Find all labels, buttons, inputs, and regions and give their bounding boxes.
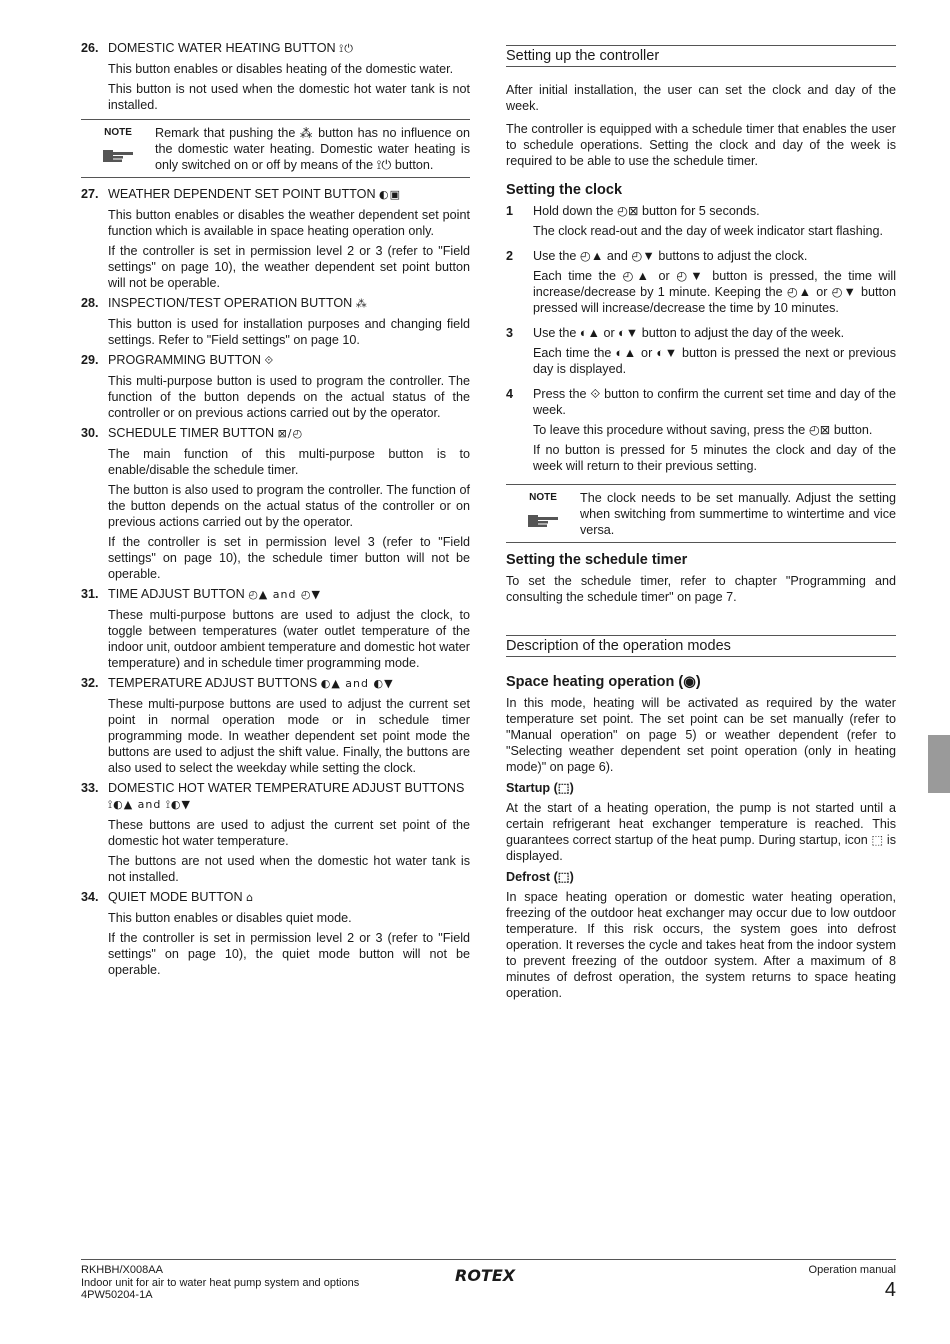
item-paragraph: These multi-purpose buttons are used to adjust the current set point in normal operation mode or in schedule timer programming mode. In weather dependent set point mode the buttons are used to adjust the shift value. Finally, the buttons are also used to select the weekday while setting the clock.	[108, 697, 470, 775]
button-icon: ⁂	[355, 297, 368, 310]
item-paragraph: If the controller is set in permission level 3 (refer to "Field settings" on page 10), the schedule timer button will not be operable.	[108, 535, 470, 581]
footer-description: Indoor unit for air to water heat pump system and options	[81, 1276, 360, 1289]
item-paragraph: These multi-purpose buttons are used to adjust the clock, to toggle between temperatures (water outlet temperature of the indoor unit, outdoor ambient temperature and domestic hot water temperature) and in schedule timer programming mode.	[108, 608, 470, 670]
pointing-hand-icon	[101, 145, 135, 165]
item-title: INSPECTION/TEST OPERATION BUTTON	[108, 296, 353, 310]
item-number: 26.	[81, 41, 99, 55]
setup-paragraph: The controller is equipped with a schedule timer that enables the user to schedule operations. Setting the clock and day of the week is required to be able to use the schedule timer.	[506, 122, 896, 168]
item-number: 33.	[81, 781, 99, 795]
item-paragraph: The buttons are not used when the domestic hot water tank is not installed.	[108, 854, 470, 884]
right-column	[506, 45, 896, 1001]
item-29	[81, 352, 470, 421]
pointing-hand-icon	[526, 510, 560, 530]
startup-paragraph: At the start of a heating operation, the pump is not started until a certain refrigerant heat exchanger temperature is reached. This guarantees correct startup of the heat pump. During startup, icon ⬚ is displayed.	[506, 801, 896, 863]
item-paragraph: This button enables or disables quiet mode.	[108, 911, 352, 925]
step-paragraph: Use the ◴▲ and ◴▼ buttons to adjust the clock.	[533, 249, 808, 263]
item-title: WEATHER DEPENDENT SET POINT BUTTON	[108, 187, 376, 201]
item-27	[81, 186, 470, 291]
note-box	[81, 119, 470, 178]
item-number: 29.	[81, 353, 99, 367]
footer-left	[81, 1264, 359, 1302]
item-34	[81, 889, 470, 978]
item-paragraph: This button enables or disables heating of the domestic water.	[108, 62, 454, 76]
item-paragraph: These buttons are used to adjust the current set point of the domestic hot water temperature.	[108, 818, 470, 848]
section-heading-setup: Setting up the controller	[506, 45, 896, 67]
footer-right	[809, 1264, 896, 1301]
setup-paragraph: After initial installation, the user can set the clock and day of the week.	[506, 83, 896, 113]
schedule-paragraph: To set the schedule timer, refer to chapter "Programming and consulting the schedule timer" on page 7.	[506, 574, 896, 604]
item-title: TEMPERATURE ADJUST BUTTONS	[108, 676, 318, 690]
item-28	[81, 295, 470, 348]
item-title: PROGRAMMING BUTTON	[108, 353, 261, 367]
step-paragraph: If no button is pressed for 5 minutes the clock and day of the week will return to their previous setting.	[533, 443, 896, 473]
step-number: 4	[506, 387, 514, 401]
space-heating-paragraph: In this mode, heating will be activated as required by the water temperature set point. The set point can be set manually (refer to "Manual operation" on page 5) or weather dependent (refer to "Selecting weather dependent set point operation (only in heating mode)" on page 6).	[506, 696, 896, 774]
footer-manual-title: Operation manual	[808, 1264, 896, 1276]
footer-divider	[81, 1259, 896, 1260]
button-description-list	[81, 186, 470, 978]
clock-step	[506, 325, 896, 377]
step-number: 1	[506, 204, 514, 218]
rotex-logo: ROTEX	[455, 1266, 516, 1285]
item-paragraph: The main function of this multi-purpose button is to enable/disable the schedule timer.	[108, 447, 470, 477]
step-paragraph: Each time the ◐▲ or ◐▼ button is pressed the next or previous day is displayed.	[533, 346, 896, 376]
item-paragraph: This button is not used when the domestic hot water tank is not installed.	[108, 82, 470, 112]
button-icon: ◐▣	[379, 188, 402, 201]
item-number: 30.	[81, 426, 99, 440]
note-label: NOTE	[529, 492, 557, 503]
button-icon: ◐▲ and ◐▼	[320, 677, 394, 690]
clock-step	[506, 386, 896, 474]
tap-power-icon: ⟟⏻	[339, 42, 354, 55]
subheading-space-heating: Space heating operation (◉)	[506, 674, 701, 690]
button-icon: ◴▲ and ◴▼	[248, 588, 321, 601]
note-text: The clock needs to be set manually. Adjust the setting when switching from summertime to wintertime and vice versa.	[580, 491, 896, 537]
item-paragraph: This button enables or disables the weather dependent set point function which is available in space heating operation only.	[108, 208, 470, 238]
section-heading-modes: Description of the operation modes	[506, 635, 896, 657]
subheading-clock: Setting the clock	[506, 182, 623, 198]
note-label: NOTE	[104, 127, 132, 138]
item-title: TIME ADJUST BUTTON	[108, 587, 245, 601]
button-icon: ⟟◐▲ and ⟟◐▼	[108, 798, 191, 811]
step-paragraph: Press the ⟐ button to confirm the current set time and day of the week.	[533, 387, 896, 417]
button-icon: ⊠/◴	[277, 427, 304, 440]
step-number: 2	[506, 249, 514, 263]
left-column	[81, 40, 470, 982]
item-26	[81, 40, 470, 113]
item-31	[81, 586, 470, 671]
item-33	[81, 780, 470, 885]
item-paragraph: If the controller is set in permission level 2 or 3 (refer to "Field settings" on page 10), the quiet mode button will not be operable.	[108, 931, 470, 977]
note-text: Remark that pushing the ⁂ button has no influence on the domestic water heating. Domestic water heating is only switched on or off by means of the ⟟⏻ button.	[155, 126, 470, 172]
side-tab-marker	[928, 735, 950, 793]
item-title: QUIET MODE BUTTON	[108, 890, 243, 904]
step-paragraph: Use the ◐▲ or ◐▼ button to adjust the day of the week.	[533, 326, 845, 340]
step-paragraph: Each time the ◴▲ or ◴▼ button is pressed, the time will increase/decrease by 1 minute. Keeping the ◴▲ or ◴▼ button pressed will increase/decrease the time by 10 minutes.	[533, 269, 896, 315]
item-paragraph: If the controller is set in permission level 2 or 3 (refer to "Field settings" on page 10), the weather dependent set point button will not be operable.	[108, 244, 470, 290]
page-number: 4	[884, 1278, 896, 1301]
defrost-paragraph: In space heating operation or domestic water heating operation, freezing of the outdoor heat exchanger may occur due to low outdoor temperature. If this risk occurs, the system goes into defrost operation. It reverses the cycle and takes heat from the indoor system to prevent freezing of the outdoor system. After a maximum of 8 minutes of defrost operation, the system returns to space heating operation.	[506, 890, 896, 1000]
item-32	[81, 675, 470, 776]
button-icon: ⟐	[264, 354, 275, 367]
footer-code: 4PW50204-1A	[81, 1289, 153, 1301]
item-30	[81, 425, 470, 582]
item-number: 31.	[81, 587, 99, 601]
item-number: 34.	[81, 890, 99, 904]
defrost-heading: Defrost (⬚)	[506, 870, 574, 884]
button-icon: ⌂	[246, 891, 255, 904]
footer-model: RKHBH/X008AA	[81, 1264, 163, 1276]
clock-steps	[506, 203, 896, 474]
item-paragraph: This multi-purpose button is used to program the controller. The function of the button depends on the actual status of the controller or on previous actions carried out by the operator.	[108, 374, 470, 420]
item-title: SCHEDULE TIMER BUTTON	[108, 426, 275, 440]
item-title: DOMESTIC HOT WATER TEMPERATURE ADJUST BUTTONS	[108, 781, 465, 795]
item-number: 32.	[81, 676, 99, 690]
note-box-clock	[506, 484, 896, 543]
step-paragraph: To leave this procedure without saving, press the ◴⊠ button.	[533, 423, 873, 437]
item-title: DOMESTIC WATER HEATING BUTTON	[108, 41, 336, 55]
item-paragraph: The button is also used to program the controller. The function of the button depends on the actual status of the controller or on previous actions carried out by the operator.	[108, 483, 470, 529]
item-paragraph: This button is used for installation purposes and changing field settings. Refer to "Field settings" on page 10.	[108, 317, 470, 347]
step-paragraph: Hold down the ◴⊠ button for 5 seconds.	[533, 204, 760, 218]
startup-heading: Startup (⬚)	[506, 781, 574, 795]
clock-step	[506, 248, 896, 316]
subheading-schedule: Setting the schedule timer	[506, 552, 688, 568]
step-number: 3	[506, 326, 514, 340]
item-number: 28.	[81, 296, 99, 310]
item-number: 27.	[81, 187, 99, 201]
step-paragraph: The clock read-out and the day of week indicator start flashing.	[533, 224, 884, 238]
clock-step	[506, 203, 896, 239]
